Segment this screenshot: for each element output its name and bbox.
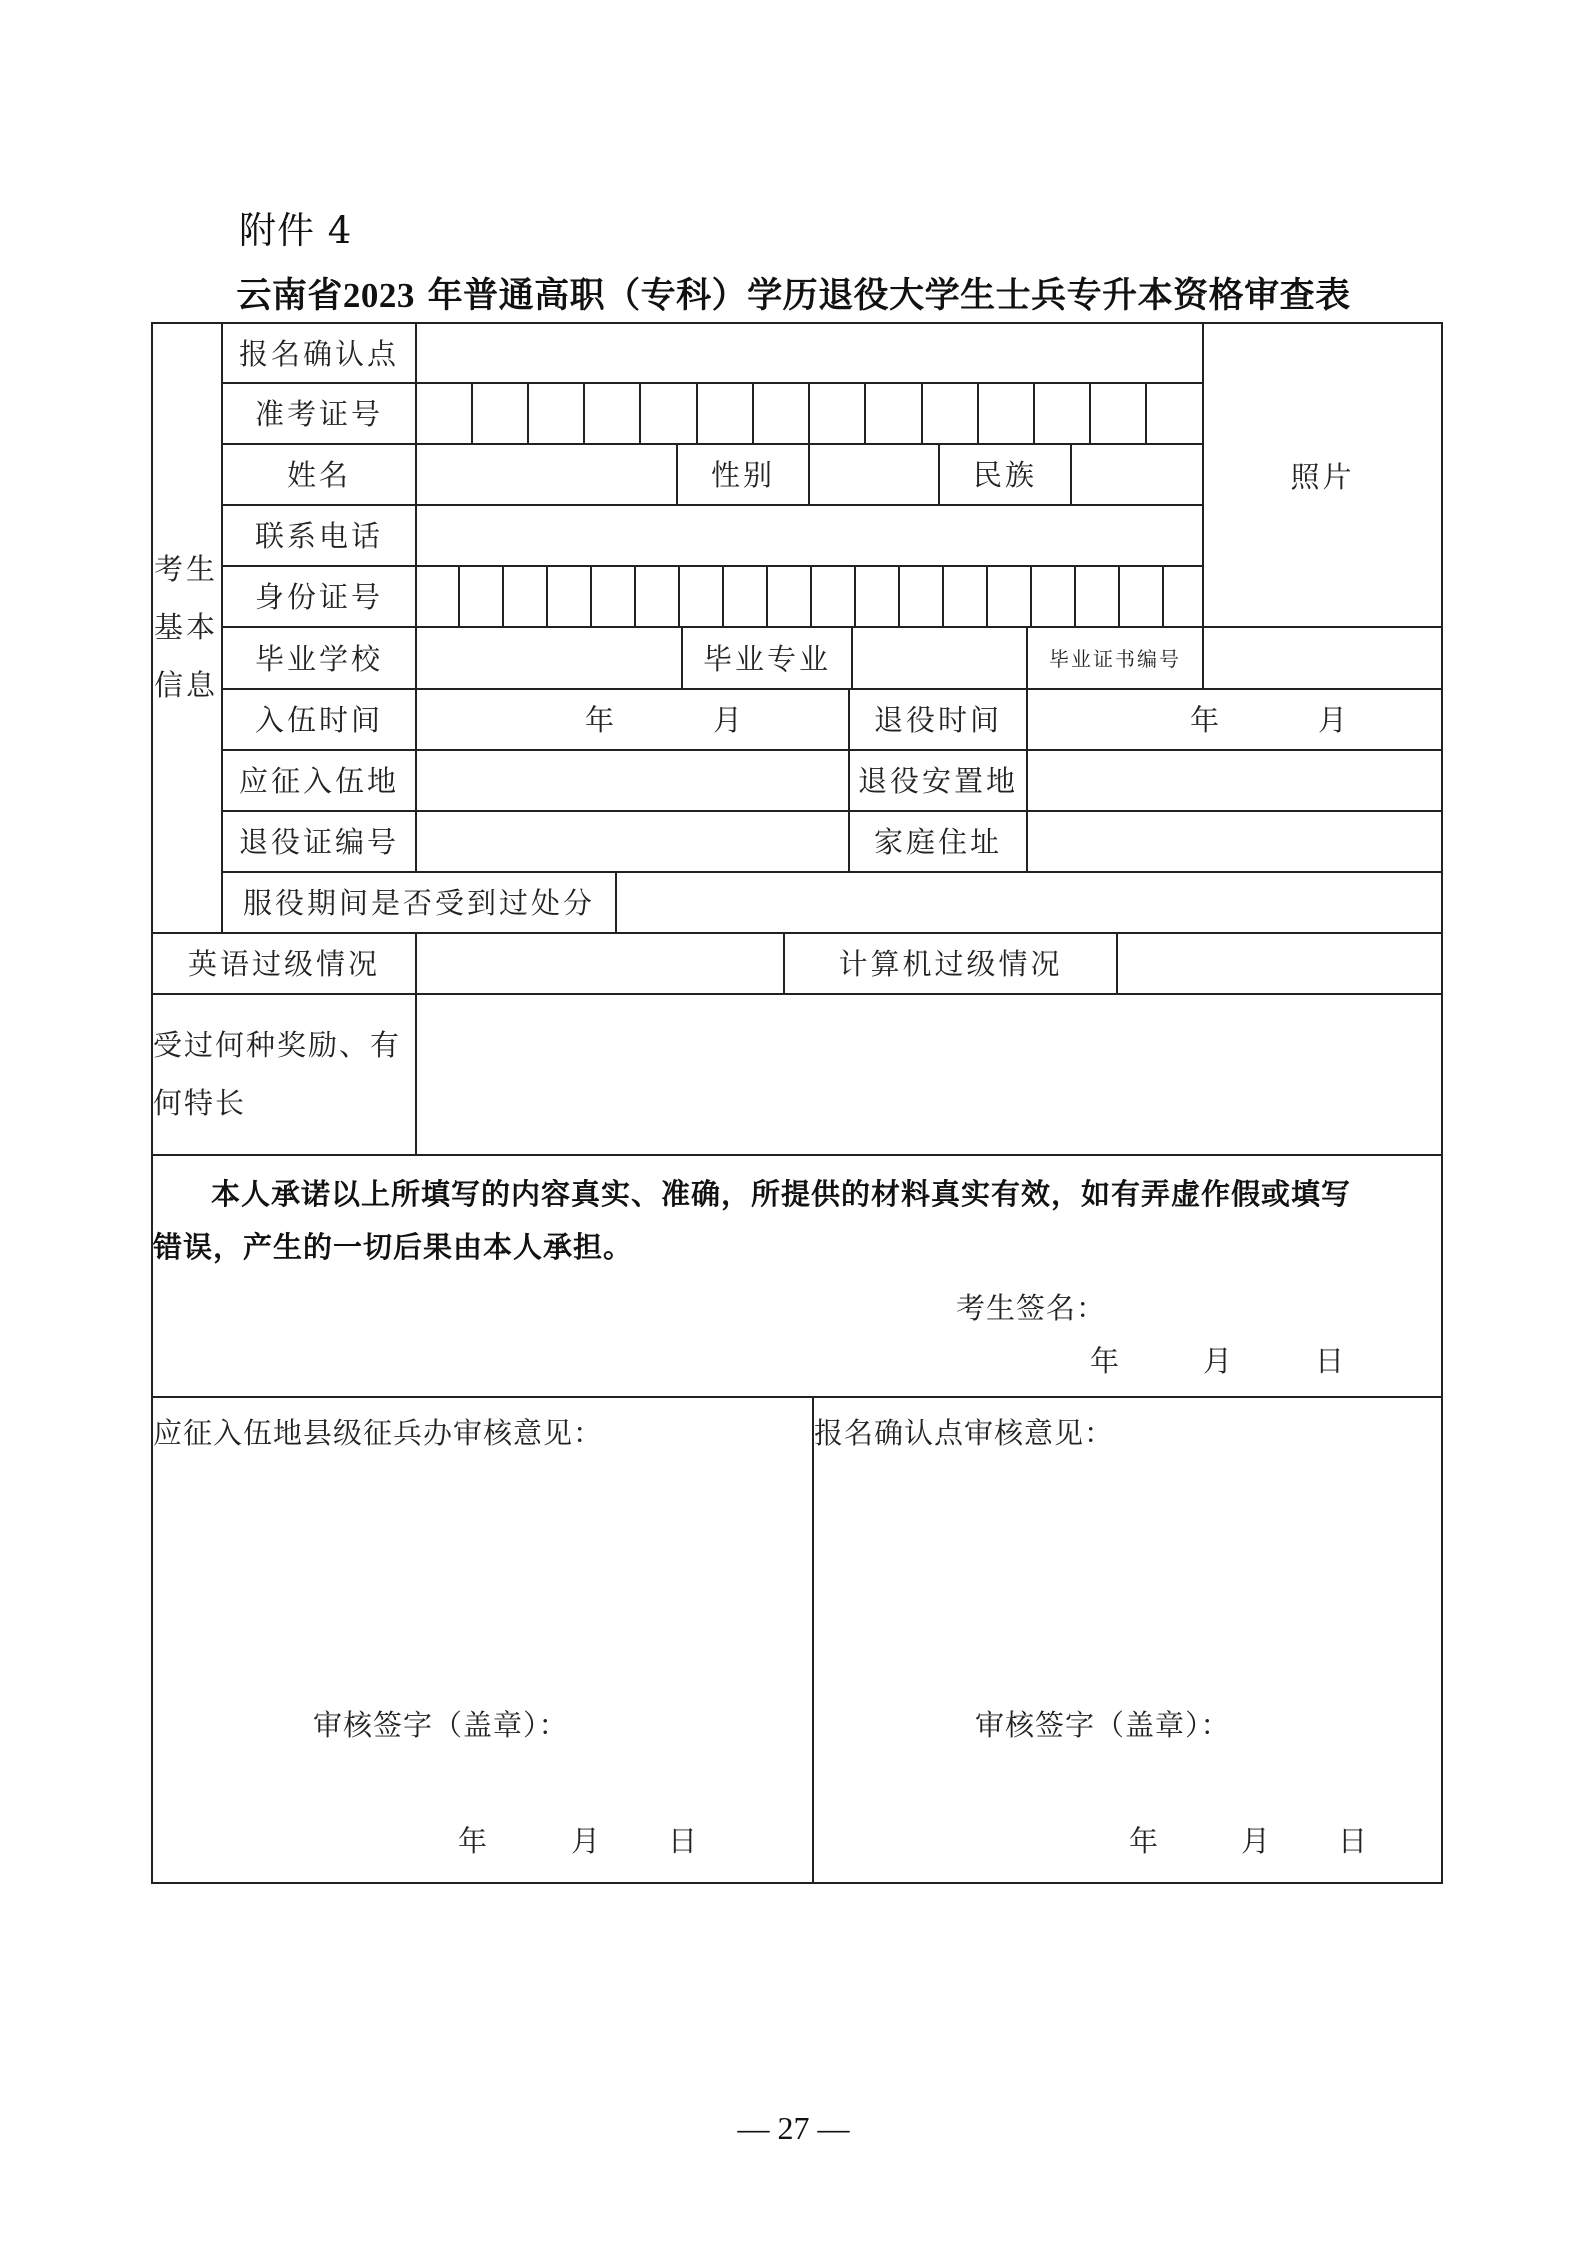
pledge-line2: 错误，产生的一切后果由本人承担。	[153, 1229, 634, 1264]
col-line	[1202, 626, 1204, 688]
col-line	[851, 626, 853, 688]
section-basic-line2: 基本	[153, 610, 218, 644]
digit-box-line	[590, 565, 592, 626]
title-year: 2023	[342, 276, 415, 315]
digit-box-line	[458, 565, 460, 626]
digit-box-line	[977, 382, 979, 443]
right-review-month: 月	[1240, 1823, 1273, 1858]
label-discharge-cert: 退役证编号	[238, 825, 399, 859]
page-number: — 27 —	[737, 2110, 850, 2146]
registration-opinion-label: 报名确认点审核意见：	[814, 1415, 1115, 1450]
row-line	[151, 1396, 1443, 1398]
label-registration-point: 报名确认点	[238, 336, 399, 371]
candidate-signature-label: 考生签名：	[956, 1290, 1107, 1325]
label-gender: 性别	[710, 458, 775, 492]
digit-box-line	[502, 565, 504, 626]
label-id-number: 身份证号	[254, 580, 383, 614]
digit-box-line	[634, 565, 636, 626]
label-enlist-time: 入伍时间	[254, 703, 383, 737]
digit-box-line	[864, 382, 866, 443]
label-punished: 服役期间是否受到过处分	[242, 886, 595, 920]
field-phone[interactable]	[417, 506, 1202, 565]
digit-box-line	[898, 565, 900, 626]
digit-box-line	[1030, 565, 1032, 626]
border-bottom	[151, 1882, 1443, 1884]
right-review-year: 年	[1128, 1823, 1161, 1858]
label-graduate-school: 毕业学校	[254, 641, 383, 676]
digit-box-line	[1118, 565, 1120, 626]
label-enlist-place: 应征入伍地	[238, 764, 399, 798]
label-diploma-no: 毕业证书编号	[1049, 646, 1181, 671]
label-resettlement-place: 退役安置地	[857, 764, 1018, 798]
candidate-sign-month: 月	[1202, 1343, 1235, 1378]
row-line	[151, 993, 1443, 995]
enlist-year-unit: 年	[584, 703, 617, 737]
field-ethnicity[interactable]	[1072, 445, 1202, 504]
col-line	[1116, 932, 1118, 993]
title-prefix: 云南省	[236, 275, 343, 316]
pledge-line1: 本人承诺以上所填写的内容真实、准确，所提供的材料真实有效，如有弄虚作假或填写	[211, 1176, 1352, 1211]
label-computer-level: 计算机过级情况	[838, 947, 1063, 981]
field-registration-point[interactable]	[417, 324, 1202, 382]
digit-box-line	[583, 382, 585, 443]
label-home-address: 家庭住址	[873, 825, 1002, 859]
label-name: 姓名	[286, 458, 351, 492]
digit-box-line	[854, 565, 856, 626]
qualification-review-form	[151, 322, 1443, 1884]
digit-box-line	[986, 565, 988, 626]
label-graduate-major: 毕业专业	[702, 641, 831, 676]
digit-box-line	[639, 382, 641, 443]
candidate-sign-year: 年	[1089, 1343, 1122, 1378]
col-line	[1026, 688, 1028, 871]
right-review-day: 日	[1337, 1823, 1370, 1858]
left-review-month: 月	[570, 1823, 603, 1858]
review-signature-right: 审核签字（盖章）：	[975, 1707, 1231, 1742]
field-gender[interactable]	[810, 445, 938, 504]
section-basic-line1: 考生	[153, 552, 218, 586]
review-signature-left: 审核签字（盖章）：	[313, 1707, 569, 1742]
col-line	[415, 932, 417, 1154]
title-suffix: 年普通高职（专科）学历退役大学生士兵专升本资格审查表	[414, 275, 1351, 316]
digit-box-line	[1074, 565, 1076, 626]
label-discharge-time: 退役时间	[873, 703, 1002, 737]
digit-box-line	[810, 565, 812, 626]
digit-box-line	[527, 382, 529, 443]
label-awards-line2: 何特长	[153, 1086, 247, 1120]
left-review-year: 年	[457, 1823, 490, 1858]
digit-box-line	[921, 382, 923, 443]
attachment-label: 附件 4	[239, 209, 353, 252]
col-line	[415, 322, 417, 871]
field-name[interactable]	[417, 445, 676, 504]
label-admission-ticket: 准考证号	[254, 397, 383, 431]
section-basic-info	[151, 542, 221, 712]
section-basic-line3: 信息	[153, 668, 218, 702]
digit-box-line	[808, 382, 810, 443]
digit-box-line	[471, 382, 473, 443]
discharge-month-unit: 月	[1317, 703, 1350, 737]
digit-box-line	[942, 565, 944, 626]
discharge-year-unit: 年	[1189, 703, 1222, 737]
row-line	[151, 1154, 1443, 1156]
label-english-level: 英语过级情况	[187, 947, 380, 981]
candidate-sign-day: 日	[1314, 1343, 1347, 1378]
digit-box-line	[766, 565, 768, 626]
digit-box-line	[752, 382, 754, 443]
digit-box-line	[546, 565, 548, 626]
digit-box-line	[678, 565, 680, 626]
enlist-month-unit: 月	[712, 703, 745, 737]
border-right	[1441, 322, 1443, 1884]
left-review-day: 日	[667, 1823, 700, 1858]
digit-box-line	[722, 565, 724, 626]
label-awards-line1: 受过何种奖励、有	[153, 1028, 402, 1062]
label-awards	[153, 1019, 415, 1129]
digit-box-line	[1145, 382, 1147, 443]
recruit-office-opinion-label: 应征入伍地县级征兵办审核意见：	[153, 1415, 604, 1450]
digit-box-line	[1089, 382, 1091, 443]
label-ethnicity: 民族	[972, 458, 1037, 492]
form-title	[150, 268, 1437, 318]
digit-box-line	[1033, 382, 1035, 443]
digit-box-line	[696, 382, 698, 443]
photo-box: 照片	[1290, 459, 1355, 494]
col-line	[615, 871, 617, 932]
digit-box-line	[1162, 565, 1164, 626]
col-line	[812, 1396, 814, 1884]
label-phone: 联系电话	[254, 519, 383, 553]
